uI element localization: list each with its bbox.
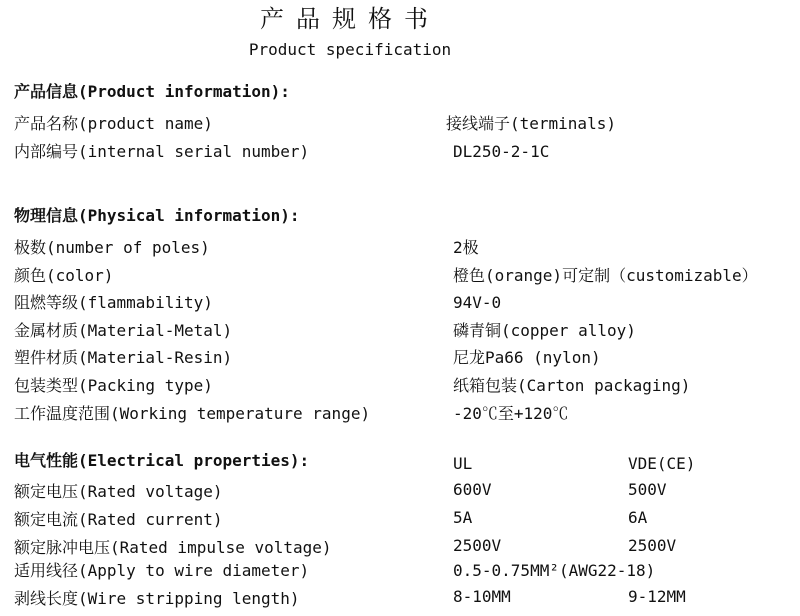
rated-voltage-ul: 600V (453, 480, 492, 499)
rated-current-label: 额定电流(Rated current) (14, 510, 223, 529)
physical-info-heading: 物理信息(Physical information): (14, 206, 300, 225)
rated-impulse-voltage-ul: 2500V (453, 536, 502, 555)
product-name-value: 接线端子(terminals) (446, 114, 616, 133)
working-temperature-value: -20℃至+120℃ (453, 404, 569, 423)
color-label: 颜色(color) (14, 266, 114, 285)
electrical-heading: 电气性能(Electrical properties): (14, 451, 310, 470)
rated-current-vde: 6A (628, 508, 648, 527)
material-metal-label: 金属材质(Material-Metal) (14, 321, 233, 340)
rated-voltage-label: 额定电压(Rated voltage) (14, 482, 223, 501)
material-resin-value: 尼龙Pa66 (nylon) (453, 348, 601, 367)
wire-diameter-label: 适用线径(Apply to wire diameter) (14, 561, 310, 580)
working-temperature-label: 工作温度范围(Working temperature range) (14, 404, 371, 423)
flammability-label: 阻燃等级(flammability) (14, 293, 213, 312)
rated-voltage-vde: 500V (628, 480, 667, 499)
rated-impulse-voltage-label: 额定脉冲电压(Rated impulse voltage) (14, 538, 332, 557)
wire-stripping-length-label: 剥线长度(Wire stripping length) (14, 589, 300, 608)
poles-label: 极数(number of poles) (14, 238, 210, 257)
wire-stripping-length-vde: 9-12MM (628, 587, 686, 606)
document-title-en: Product specification (248, 40, 452, 59)
material-resin-label: 塑件材质(Material-Resin) (14, 348, 233, 367)
rated-current-ul: 5A (453, 508, 473, 527)
wire-stripping-length-ul: 8-10MM (453, 587, 511, 606)
serial-number-label: 内部编号(internal serial number) (14, 142, 310, 161)
product-name-label: 产品名称(product name) (14, 114, 213, 133)
column-header-ul: UL (453, 454, 473, 473)
column-header-vde: VDE(CE) (628, 454, 696, 473)
rated-impulse-voltage-vde: 2500V (628, 536, 677, 555)
packing-type-label: 包装类型(Packing type) (14, 376, 213, 395)
document-title-cn: 产品规格书 (260, 5, 440, 33)
product-info-heading: 产品信息(Product information): (14, 82, 290, 101)
material-metal-value: 磷青铜(copper alloy) (453, 321, 636, 340)
poles-value: 2极 (453, 238, 479, 257)
packing-type-value: 纸箱包装(Carton packaging) (453, 376, 691, 395)
serial-number-value: DL250-2-1C (453, 142, 550, 161)
wire-diameter-ul: 0.5-0.75MM²(AWG22-18) (453, 561, 656, 580)
color-value: 橙色(orange)可定制（customizable） (453, 266, 758, 285)
flammability-value: 94V-0 (453, 293, 502, 312)
